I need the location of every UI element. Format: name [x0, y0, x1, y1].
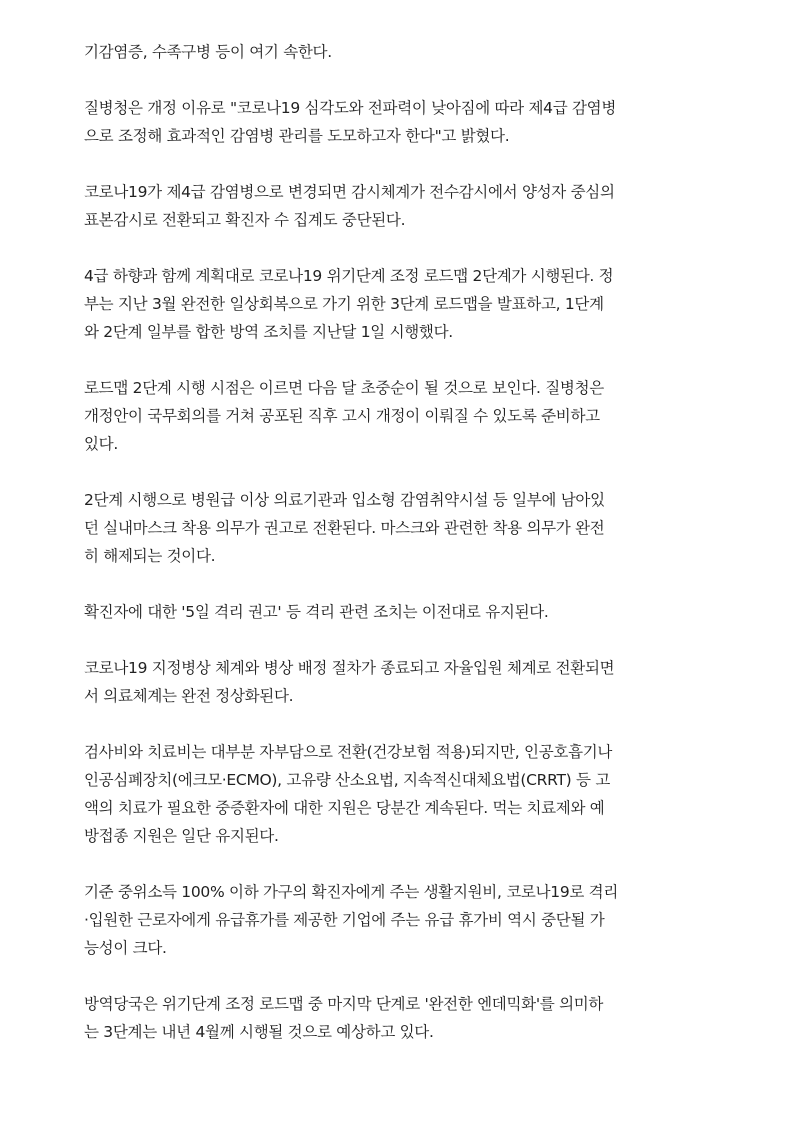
paragraph-line: 코로나19 지정병상 체계와 병상 배정 절차가 종료되고 자율입원 체계로 전환되면	[84, 659, 615, 677]
paragraph-line: 으로 조정해 효과적인 감염병 관리를 도모하고자 한다"고 밝혔다.	[84, 127, 510, 145]
article-paragraph	[84, 990, 714, 1046]
article-paragraph	[84, 262, 714, 346]
article-paragraph	[84, 94, 714, 150]
paragraph-line: 능성이 크다.	[84, 939, 167, 957]
paragraph-line: 와 2단계 일부를 합한 방역 조치를 지난달 1일 시행했다.	[84, 323, 453, 341]
paragraph-line: 기준 중위소득 100% 이하 가구의 확진자에게 주는 생활지원비, 코로나19로 격리	[84, 883, 619, 901]
paragraph-line: 질병청은 개정 이유로 "코로나19 심각도와 전파력이 낮아짐에 따라 제4급 감염병	[84, 99, 617, 117]
paragraph-line: ·입원한 근로자에게 유급휴가를 제공한 기업에 주는 유급 휴가비 역시 중단될 가	[84, 911, 605, 929]
paragraph-line: 개정안이 국무회의를 거쳐 공포된 직후 고시 개정이 이뤄질 수 있도록 준비하고	[84, 407, 600, 425]
paragraph-line: 검사비와 치료비는 대부분 자부담으로 전환(건강보험 적용)되지만, 인공호흡기나	[84, 743, 613, 761]
paragraph-line: 방역당국은 위기단계 조정 로드맵 중 마지막 단계로 '완전한 엔데믹화'를 의미하	[84, 995, 604, 1013]
paragraph-line: 확진자에 대한 '5일 격리 권고' 등 격리 관련 조치는 이전대로 유지된다.	[84, 603, 549, 621]
paragraph-line: 2단계 시행으로 병원급 이상 의료기관과 입소형 감염취약시설 등 일부에 남아있	[84, 491, 605, 509]
paragraph-line: 히 해제되는 것이다.	[84, 547, 216, 565]
paragraph-line: 로드맵 2단계 시행 시점은 이르면 다음 달 초중순이 될 것으로 보인다. 질병청은	[84, 379, 604, 397]
paragraph-line: 4급 하향과 함께 계획대로 코로나19 위기단계 조정 로드맵 2단계가 시행된다. 정	[84, 267, 614, 285]
paragraph-line: 표본감시로 전환되고 확진자 수 집계도 중단된다.	[84, 211, 406, 229]
paragraph-line: 인공심폐장치(에크모·ECMO), 고유량 산소요법, 지속적신대체요법(CRRT) 등 고	[84, 771, 610, 789]
paragraph-line: 방접종 지원은 일단 유지된다.	[84, 827, 279, 845]
article-paragraph	[84, 878, 714, 962]
paragraph-line: 는 3단계는 내년 4월께 시행될 것으로 예상하고 있다.	[84, 1023, 434, 1041]
paragraph-line: 코로나19가 제4급 감염병으로 변경되면 감시체계가 전수감시에서 양성자 중심의	[84, 183, 615, 201]
article-paragraph	[84, 374, 714, 458]
paragraph-line: 부는 지난 3월 완전한 일상회복으로 가기 위한 3단계 로드맵을 발표하고, 1단계	[84, 295, 604, 313]
article-paragraph	[84, 738, 714, 850]
paragraph-line: 기감염증, 수족구병 등이 여기 속한다.	[84, 43, 332, 61]
article-paragraph	[84, 178, 714, 234]
article-paragraph	[84, 598, 714, 626]
paragraph-line: 있다.	[84, 435, 118, 453]
paragraph-line: 던 실내마스크 착용 의무가 권고로 전환된다. 마스크와 관련한 착용 의무가 완전	[84, 519, 605, 537]
paragraph-line: 서 의료체계는 완전 정상화된다.	[84, 687, 294, 705]
paragraph-line: 액의 치료가 필요한 중증환자에 대한 지원은 당분간 계속된다. 먹는 치료제와 예	[84, 799, 605, 817]
article-paragraph	[84, 654, 714, 710]
article-paragraph	[84, 38, 714, 66]
article-body	[84, 38, 714, 1074]
article-paragraph	[84, 486, 714, 570]
